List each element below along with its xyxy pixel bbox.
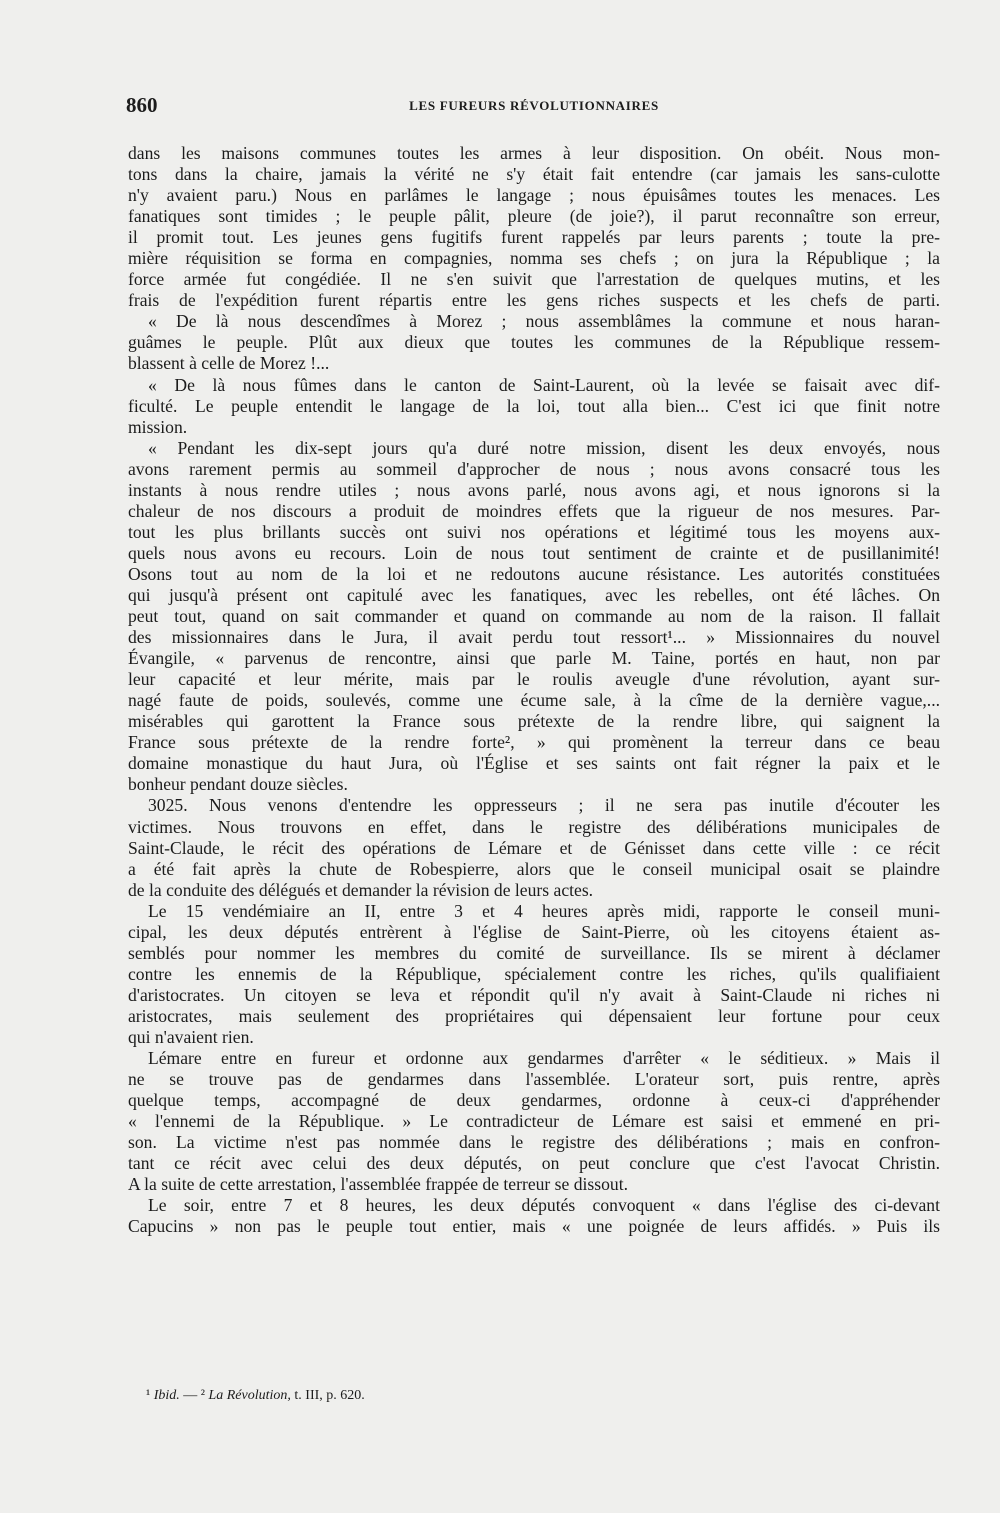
text-line: « De là nous descendîmes à Morez ; nous assemblâmes la commune et nous haran- — [148, 311, 940, 332]
text-line: 3025. Nous venons d'entendre les oppresseurs ; il ne sera pas inutile d'écouter les — [148, 795, 940, 816]
text-line: dans les maisons communes toutes les armes à leur disposition. On obéit. Nous mon- — [128, 143, 940, 163]
text-line: a été fait après la chute de Robespierre, alors que le conseil municipal osait se plaindre — [128, 858, 940, 879]
text-line: mission. — [128, 416, 188, 437]
text-line: Le soir, entre 7 et 8 heures, les deux députés convoquent « dans l'église des ci-devant — [148, 1195, 940, 1216]
text-line: ficulté. Le peuple entendit le langage de la loi, tout alla bien... C'est ici que finit notre — [128, 395, 940, 416]
footnote-2-title: La Révolution, — [208, 1388, 291, 1403]
footnote-2-marker: ² — [200, 1388, 205, 1403]
text-line: son. La victime n'est pas nommée dans le registre des délibérations ; mais en confron- — [128, 1132, 940, 1153]
text-line: domaine monastique du haut Jura, où l'Église et ses saints ont fait régner la paix et le — [128, 753, 940, 774]
text-line: semblés pour nommer les membres du comité de surveillance. Ils se mirent à déclamer — [128, 942, 940, 963]
text-line: victimes. Nous trouvons en effet, dans le registre des délibérations municipales de — [128, 816, 940, 837]
text-line: quelque temps, accompagné de deux gendarmes, ordonne à ceux-ci d'appréhender — [128, 1090, 940, 1111]
text-line: force armée fut congédiée. Il ne s'en suivit que l'arrestation de quelques mutins, et les — [128, 269, 940, 290]
text-line: « l'ennemi de la République. » Le contradicteur de Lémare est saisi et emmené en pri- — [128, 1111, 940, 1132]
text-line: tant ce récit avec celui des deux députés, on peut conclure que c'est l'avocat Christin. — [128, 1153, 940, 1174]
text-line: il promit tout. Les jeunes gens fugitifs furent rappelés par leurs parents ; toute la pre- — [128, 227, 940, 248]
text-line: qui jusqu'à présent ont capitulé avec les fanatiques, avec les rebelles, ont été lâches. On — [128, 584, 940, 605]
text-line: chaleur de nos discours a produit de moindres effets que la rigueur de nos mesures. Par- — [128, 500, 940, 521]
text-line: guâmes le peuple. Plût aux dieux que toutes les communes de la République ressem- — [128, 332, 940, 353]
text-line: peut tout, quand on sait commander et quand on commande au nom de la raison. Il fallait — [128, 606, 940, 627]
page-number: 860 — [126, 93, 158, 117]
running-title: LES FUREURS RÉVOLUTIONNAIRES — [409, 98, 659, 113]
text-line: qui n'avaient rien. — [128, 1026, 254, 1047]
text-line: nagé faute de poids, soulevés, comme une écume sale, à la cîme de la dernière vague,... — [128, 690, 940, 711]
text-line: Osons tout au nom de la loi et ne redoutons aucune résistance. Les autorités constituées — [128, 563, 940, 584]
text-line: blassent à celle de Morez !... — [128, 353, 330, 374]
text-line: n'y avaient paru.) Nous en parlâmes le langage ; nous épuisâmes toutes les menaces. Les — [128, 185, 940, 206]
text-line: tout les plus brillants succès ont suivi nos opérations et légitimé tous les moyens aux- — [128, 521, 940, 542]
text-line: Capucins » non pas le peuple tout entier, mais « une poignée de leurs affidés. » Puis ils — [128, 1216, 940, 1237]
footnotes — [146, 1388, 846, 1404]
text-line: frais de l'expédition furent répartis entre les gens riches suspects et les chefs de parti. — [128, 290, 940, 311]
text-line: Évangile, « parvenus de rencontre, ainsi que parle M. Taine, portés en haut, non par — [128, 648, 940, 669]
text-line: ne se trouve pas de gendarmes dans l'assemblée. L'orateur sort, puis rentre, après — [128, 1069, 940, 1090]
page-header — [126, 93, 942, 123]
text-line: misérables qui garottent la France sous prétexte de la rendre libre, qui saignent la — [128, 711, 940, 732]
text-line: cipal, les deux députés entrèrent à l'église de Saint-Pierre, où les citoyens étaient as- — [128, 921, 940, 942]
text-line: contre les ennemis de la République, spécialement contre les riches, qu'ils qualifiaient — [128, 963, 940, 984]
text-line: instants à nous rendre utiles ; nous avons parlé, nous avons agi, et nous ignorons si la — [128, 479, 940, 500]
text-line: Saint-Claude, le récit des opérations de Lémare et de Génisset dans cette ville : ce récit — [128, 837, 940, 858]
text-line: mière réquisition se forma en compagnies, nomma ses chefs ; on jura la République ; la — [128, 248, 940, 269]
text-line: fanatiques sont timides ; le peuple pâlit, pleure (de joie?), il parut reconnaître son erreur, — [128, 206, 940, 227]
text-line: France sous prétexte de la rendre forte², » qui promènent la terreur dans ce beau — [128, 732, 940, 753]
text-line: quels nous avons eu recours. Loin de nous tout sentiment de crainte et de pusillanimité! — [128, 542, 940, 563]
text-line: des missionnaires dans le Jura, il avait perdu tout ressort¹... » Missionnaires du nouvel — [128, 627, 940, 648]
text-line: de la conduite des délégués et demander la révision de leurs actes. — [128, 879, 594, 900]
text-body — [128, 143, 940, 1237]
footnote-separator: — — [179, 1388, 201, 1403]
text-line: bonheur pendant douze siècles. — [128, 774, 348, 795]
text-line: d'aristocrates. Un citoyen se leva et répondit qu'il n'y avait à Saint-Claude ni riches ni — [128, 984, 940, 1005]
text-line: Lémare entre en fureur et ordonne aux gendarmes d'arrêter « le séditieux. » Mais il — [148, 1048, 940, 1069]
text-line: « Pendant les dix-sept jours qu'a duré notre mission, disent les deux envoyés, nous — [148, 437, 940, 458]
text-line: A la suite de cette arrestation, l'assemblée frappée de terreur se dissout. — [128, 1174, 628, 1195]
footnote-1-text: Ibid. — [153, 1388, 180, 1403]
text-line: avons rarement permis au sommeil d'approcher de nous ; nous avons consacré tous les — [128, 458, 940, 479]
text-line: tons dans la chaire, jamais la vérité ne s'y était fait entendre (car jamais les sans-culotte — [128, 164, 940, 185]
text-line: aristocrates, mais seulement des propriétaires qui dépensaient leur fortune pour ceux — [128, 1005, 940, 1026]
footnote-2-ref: t. III, p. 620. — [290, 1388, 365, 1403]
text-line: Le 15 vendémiaire an II, entre 3 et 4 heures après midi, rapporte le conseil muni- — [148, 900, 940, 921]
text-line: « De là nous fûmes dans le canton de Saint-Laurent, où la levée se faisait avec dif- — [148, 374, 940, 395]
footnote-1-marker: ¹ — [146, 1388, 151, 1403]
text-line: leur capacité et leur mérite, mais par le roulis aveugle d'une révolution, ayant sur- — [128, 669, 940, 690]
